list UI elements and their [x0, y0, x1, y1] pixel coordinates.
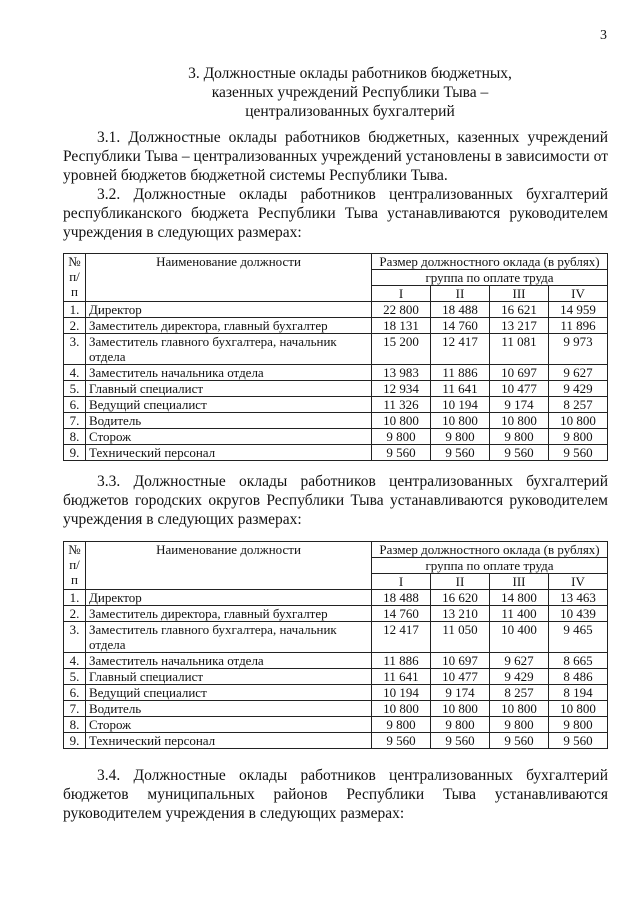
paragraph-3-1: 3.1. Должностные оклады работников бюджетных, казенных учреждений Республики Тыва – централизованных учреждений установлены в зависимости от уровней бюджетов бюджетной системы Республики Тыва. — [63, 129, 608, 184]
salary-value: 8 194 — [549, 685, 608, 701]
table-row — [64, 733, 608, 749]
salary-value: 11 050 — [431, 622, 490, 653]
row-number: 9. — [64, 733, 86, 749]
table-row — [64, 445, 608, 461]
page-number: 3 — [600, 28, 607, 43]
position-name: Директор — [86, 590, 372, 606]
position-name: Водитель — [86, 701, 372, 717]
salary-value: 14 760 — [372, 606, 431, 622]
salary-value: 18 131 — [372, 318, 431, 334]
salary-value: 13 217 — [490, 318, 549, 334]
salary-value: 9 800 — [372, 429, 431, 445]
salary-value: 8 257 — [490, 685, 549, 701]
table-row — [64, 381, 608, 397]
row-number: 1. — [64, 590, 86, 606]
salary-value: 10 800 — [549, 701, 608, 717]
row-number: 2. — [64, 318, 86, 334]
salary-value: 9 560 — [372, 733, 431, 749]
position-name: Заместитель начальника отдела — [86, 653, 372, 669]
position-name: Заместитель директора, главный бухгалтер — [86, 318, 372, 334]
salary-value: 8 257 — [549, 397, 608, 413]
salary-value: 11 641 — [372, 669, 431, 685]
row-number: 1. — [64, 302, 86, 318]
row-number: 2. — [64, 606, 86, 622]
salary-value: 9 429 — [549, 381, 608, 397]
position-name: Заместитель главного бухгалтера, начальник отдела — [86, 622, 372, 653]
header-salary: Размер должностного оклада (в рублях) — [372, 542, 608, 558]
salary-value: 11 886 — [372, 653, 431, 669]
table-header-row — [64, 254, 608, 270]
position-name: Водитель — [86, 413, 372, 429]
salary-value: 9 174 — [490, 397, 549, 413]
salary-table-city — [63, 541, 608, 749]
row-number: 5. — [64, 381, 86, 397]
salary-value: 9 973 — [549, 334, 608, 365]
salary-value: 14 760 — [431, 318, 490, 334]
row-number: 6. — [64, 685, 86, 701]
position-name: Сторож — [86, 717, 372, 733]
header-group-2: II — [431, 574, 490, 590]
table-row — [64, 606, 608, 622]
salary-value: 10 477 — [490, 381, 549, 397]
salary-value: 9 560 — [490, 445, 549, 461]
salary-value: 18 488 — [372, 590, 431, 606]
salary-value: 9 560 — [372, 445, 431, 461]
salary-value: 12 417 — [372, 622, 431, 653]
salary-table-republican — [63, 253, 608, 461]
salary-value: 9 800 — [549, 717, 608, 733]
header-group-4: IV — [549, 286, 608, 302]
row-number: 8. — [64, 429, 86, 445]
table-header-row — [64, 542, 608, 558]
salary-value: 11 326 — [372, 397, 431, 413]
table-row — [64, 685, 608, 701]
position-name: Технический персонал — [86, 733, 372, 749]
position-name: Заместитель главного бухгалтера, начальник отдела — [86, 334, 372, 365]
table-row — [64, 653, 608, 669]
salary-value: 13 210 — [431, 606, 490, 622]
table-row — [64, 701, 608, 717]
row-number: 8. — [64, 717, 86, 733]
table-row — [64, 413, 608, 429]
salary-value: 10 800 — [431, 701, 490, 717]
salary-value: 10 697 — [431, 653, 490, 669]
salary-value: 11 896 — [549, 318, 608, 334]
salary-value: 14 959 — [549, 302, 608, 318]
salary-value: 9 627 — [549, 365, 608, 381]
header-group-1: I — [372, 574, 431, 590]
salary-value: 9 560 — [549, 445, 608, 461]
salary-value: 9 800 — [431, 429, 490, 445]
salary-value: 14 800 — [490, 590, 549, 606]
header-group-3: III — [490, 286, 549, 302]
salary-value: 9 429 — [490, 669, 549, 685]
header-group-4: IV — [549, 574, 608, 590]
salary-value: 9 800 — [431, 717, 490, 733]
salary-value: 12 934 — [372, 381, 431, 397]
salary-value: 13 983 — [372, 365, 431, 381]
salary-value: 9 560 — [431, 445, 490, 461]
salary-value: 9 800 — [549, 429, 608, 445]
header-group-1: I — [372, 286, 431, 302]
table-row — [64, 302, 608, 318]
section-title-line: централизованных бухгалтерий — [245, 103, 455, 120]
table-row — [64, 590, 608, 606]
salary-value: 9 800 — [372, 717, 431, 733]
salary-value: 10 400 — [490, 622, 549, 653]
table-row — [64, 397, 608, 413]
salary-value: 13 463 — [549, 590, 608, 606]
row-number: 7. — [64, 413, 86, 429]
paragraph-3-4: 3.4. Должностные оклады работников централизованных бухгалтерий бюджетов муниципальных районов Республики Тыва устанавливаются руководителем учреждения в следующих размерах: — [63, 767, 608, 822]
salary-value: 10 800 — [490, 413, 549, 429]
position-name: Сторож — [86, 429, 372, 445]
row-number: 4. — [64, 365, 86, 381]
salary-value: 16 620 — [431, 590, 490, 606]
salary-value: 9 174 — [431, 685, 490, 701]
salary-value: 9 465 — [549, 622, 608, 653]
row-number: 5. — [64, 669, 86, 685]
table-row — [64, 334, 608, 365]
row-number: 6. — [64, 397, 86, 413]
table-row — [64, 622, 608, 653]
row-number: 3. — [64, 334, 86, 365]
header-position-name: Наименование должности — [86, 542, 372, 590]
header-group-3: III — [490, 574, 549, 590]
table-row — [64, 365, 608, 381]
header-group-2: II — [431, 286, 490, 302]
header-pay-group: группа по оплате труда — [372, 270, 608, 286]
salary-value: 10 477 — [431, 669, 490, 685]
row-number: 3. — [64, 622, 86, 653]
row-number: 9. — [64, 445, 86, 461]
salary-value: 11 886 — [431, 365, 490, 381]
header-num: № п/п — [64, 254, 86, 302]
salary-value: 9 627 — [490, 653, 549, 669]
salary-value: 8 486 — [549, 669, 608, 685]
salary-value: 22 800 — [372, 302, 431, 318]
paragraph-3-3: 3.3. Должностные оклады работников централизованных бухгалтерий бюджетов городских округов Республики Тыва устанавливаются руководителем учреждения в следующих размерах: — [63, 473, 608, 528]
header-num: № п/п — [64, 542, 86, 590]
salary-value: 10 800 — [549, 413, 608, 429]
salary-value: 10 194 — [372, 685, 431, 701]
position-name: Главный специалист — [86, 669, 372, 685]
salary-value: 16 621 — [490, 302, 549, 318]
salary-value: 10 800 — [372, 701, 431, 717]
section-title — [40, 64, 640, 121]
salary-value: 9 560 — [549, 733, 608, 749]
section-title-line: 3. Должностные оклады работников бюджетных, — [188, 65, 512, 82]
salary-value: 10 800 — [372, 413, 431, 429]
section-title-line: казенных учреждений Республики Тыва – — [211, 84, 489, 101]
salary-value: 9 800 — [490, 429, 549, 445]
salary-value: 15 200 — [372, 334, 431, 365]
salary-value: 9 800 — [490, 717, 549, 733]
position-name: Ведущий специалист — [86, 397, 372, 413]
salary-value: 10 800 — [490, 701, 549, 717]
paragraph-3-2: 3.2. Должностные оклады работников централизованных бухгалтерий республиканского бюджета Республики Тыва устанавливаются руководителем учреждения в следующих размерах: — [63, 186, 608, 241]
salary-value: 9 560 — [490, 733, 549, 749]
header-pay-group: группа по оплате труда — [372, 558, 608, 574]
table-row — [64, 669, 608, 685]
salary-value: 12 417 — [431, 334, 490, 365]
salary-value: 10 697 — [490, 365, 549, 381]
table-row — [64, 318, 608, 334]
position-name: Директор — [86, 302, 372, 318]
position-name: Главный специалист — [86, 381, 372, 397]
header-position-name: Наименование должности — [86, 254, 372, 302]
salary-value: 10 800 — [431, 413, 490, 429]
salary-value: 10 194 — [431, 397, 490, 413]
salary-value: 11 081 — [490, 334, 549, 365]
salary-value: 8 665 — [549, 653, 608, 669]
position-name: Ведущий специалист — [86, 685, 372, 701]
row-number: 4. — [64, 653, 86, 669]
table-row — [64, 717, 608, 733]
salary-value: 11 400 — [490, 606, 549, 622]
position-name: Технический персонал — [86, 445, 372, 461]
table-row — [64, 429, 608, 445]
salary-value: 10 439 — [549, 606, 608, 622]
row-number: 7. — [64, 701, 86, 717]
salary-value: 11 641 — [431, 381, 490, 397]
salary-value: 18 488 — [431, 302, 490, 318]
header-salary: Размер должностного оклада (в рублях) — [372, 254, 608, 270]
position-name: Заместитель начальника отдела — [86, 365, 372, 381]
position-name: Заместитель директора, главный бухгалтер — [86, 606, 372, 622]
salary-value: 9 560 — [431, 733, 490, 749]
